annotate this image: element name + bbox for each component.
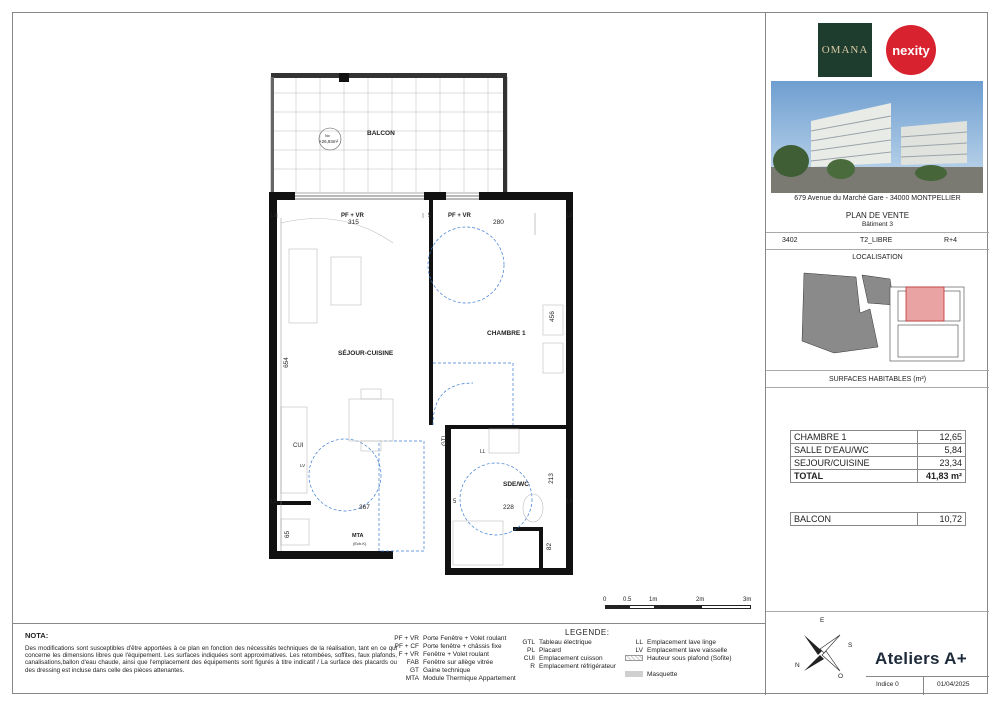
- legend-item: [513, 647, 616, 655]
- legend-key: GTL: [522, 639, 535, 646]
- label-cui: CUI: [293, 443, 304, 449]
- balcon-value: 10,72: [918, 513, 966, 526]
- legend-item: [391, 659, 516, 667]
- legend-value: Porte Fenêtre + Volet roulant: [423, 635, 507, 642]
- legend-item: [391, 675, 516, 683]
- surface-name: SALLE D'EAU/WC: [791, 444, 918, 457]
- address: 679 Avenue du Marché Gare - 34000 MONTPELLIER: [794, 195, 961, 202]
- dim-18-a: 18: [270, 213, 277, 219]
- legend-item: [625, 647, 732, 655]
- walls: [269, 192, 573, 575]
- bottom-divider: [13, 623, 766, 624]
- divider: [766, 387, 989, 388]
- sofite-swatch: [625, 655, 643, 661]
- dim-65: 65: [284, 530, 292, 539]
- building-render-image: [771, 81, 983, 193]
- legend-value: Tableau électrique: [539, 639, 592, 646]
- balcon-label: BALCON: [791, 513, 918, 526]
- legend-value: Placard: [539, 647, 562, 654]
- legend-value: Emplacement réfrigérateur: [539, 663, 616, 670]
- legend-value: Masquette: [647, 671, 678, 678]
- divider: [766, 611, 989, 612]
- dim-18-d: 18: [566, 499, 573, 505]
- legend-key: GT: [409, 667, 419, 674]
- compass-n: N: [795, 662, 800, 669]
- balcon-area: +26,93m²: [319, 139, 339, 144]
- legend-key: CUI: [523, 655, 535, 662]
- legend-key: LL: [635, 639, 643, 646]
- lot-type: T2_LIBRE: [860, 237, 893, 244]
- total-value: 41,83 m²: [918, 470, 966, 483]
- legend-item: [391, 651, 516, 659]
- surfaces-table: [790, 430, 966, 483]
- surface-name: SEJOUR/CUISINE: [791, 457, 918, 470]
- balcon-level: Nv: [325, 133, 330, 138]
- legend-item: [391, 643, 516, 651]
- dim-654: 654: [282, 357, 290, 368]
- legend-item: [625, 639, 732, 647]
- legend-col-3: [625, 639, 732, 679]
- surface-value: 12,65: [918, 431, 966, 444]
- legend-col-1: [391, 635, 516, 683]
- table-row: [791, 444, 966, 457]
- dim-5-a: 5: [428, 213, 432, 219]
- dim-5-b: 5: [453, 499, 457, 505]
- ateliers-logo: Ateliers A+: [875, 649, 967, 668]
- legend-item: [513, 639, 616, 647]
- scale-tick-2m: 2m: [696, 597, 705, 603]
- room-label-sejour: SÉJOUR-CUISINE: [338, 350, 394, 357]
- legend-item: [625, 655, 732, 663]
- dim-18-c: 18: [270, 499, 277, 505]
- label-gtl: GTL: [441, 434, 448, 446]
- label-ll: LL: [480, 449, 486, 455]
- legend-value: Porte fenêtre + châssis fixe: [423, 643, 502, 650]
- opening-pfvr-2: PF + VR: [448, 213, 471, 219]
- dim-367: 367: [359, 504, 370, 511]
- legend-key: PL: [527, 647, 535, 654]
- legend-key: FAB: [406, 659, 419, 666]
- table-row: [791, 457, 966, 470]
- legend-key: PF + VR: [394, 635, 419, 642]
- label-mta-sub: (Ech.K): [353, 541, 367, 546]
- dim-18-b: 18: [566, 213, 573, 219]
- surface-value: 5,84: [918, 444, 966, 457]
- scale-tick-1m: 1m: [649, 597, 658, 603]
- plan-sheet: [12, 12, 988, 694]
- footer-line: [866, 676, 989, 677]
- dim-213: 213: [547, 473, 555, 484]
- nexity-logo: nexity: [886, 25, 936, 75]
- plan-title: PLAN DE VENTE: [845, 211, 910, 220]
- legend-key: MTA: [405, 675, 419, 682]
- table-row: [791, 431, 966, 444]
- surface-value: 23,34: [918, 457, 966, 470]
- floor-plan-drawing: [13, 13, 765, 623]
- localisation-label: LOCALISATION: [852, 254, 903, 261]
- title-block: [766, 13, 989, 695]
- legend-value: Emplacement lave vaisselle: [647, 647, 728, 654]
- nota-text: Des modifications sont susceptibles d'être apportées à ce plan en fonction des nécessités techniques de la réalisation, tant en ce qui concerne les dimensions libres que l'équipement. Les surfaces indiquées sont approximatives. Les retombées, soffites, faux plafonds, canalisations,ballon d'eau chaude, ainsi que l'emplacement des équipements sont figurés à titre indicatif / La surface des placards ou des dressing est incluse dans celle des pièces attenantes.: [25, 645, 397, 674]
- legend-key: R: [530, 663, 535, 670]
- scale-tick-0: 0: [603, 597, 607, 603]
- footer-index: Indice 0: [876, 681, 899, 688]
- legend-value: Hauteur sous plafond (Sofite): [647, 655, 732, 662]
- surface-name: CHAMBRE 1: [791, 431, 918, 444]
- legend-item: [513, 663, 616, 671]
- omana-logo: OMANA: [818, 23, 872, 77]
- scale-tick-3m: 3m: [743, 597, 752, 603]
- localisation-map: [798, 269, 968, 365]
- legend-value: Module Thermique Appartement: [423, 675, 516, 682]
- legend-item: [625, 671, 732, 679]
- lot-number: 3402: [782, 237, 798, 244]
- dim-456: 456: [548, 311, 556, 322]
- dim-82: 82: [546, 542, 554, 551]
- nota-title: NOTA:: [25, 631, 49, 640]
- room-label-balcon: BALCON: [367, 130, 395, 137]
- legend-col-2: [513, 639, 616, 671]
- dim-280: 280: [493, 219, 504, 226]
- table-row: [791, 513, 966, 526]
- footer-divider: [923, 677, 924, 695]
- table-row-total: [791, 470, 966, 483]
- dim-315: 315: [348, 219, 359, 226]
- legend-value: Fenêtre + Volet roulant: [423, 651, 489, 658]
- dim-228: 228: [503, 504, 514, 511]
- legend-item: [513, 655, 616, 663]
- floor-plan-area: [13, 13, 765, 623]
- room-label-chambre: CHAMBRE 1: [487, 330, 526, 337]
- legend-item: [391, 635, 516, 643]
- divider: [766, 232, 989, 233]
- compass-e: E: [820, 617, 825, 624]
- legend-value: Gaine technique: [423, 667, 471, 674]
- legend-title: LEGENDE:: [565, 628, 610, 637]
- compass-o: O: [838, 673, 844, 680]
- furniture: [281, 219, 563, 566]
- opening-pfvr-1: PF + VR: [341, 213, 364, 219]
- footer-date: 01/04/2025: [937, 681, 970, 688]
- label-mta: MTA: [352, 533, 364, 539]
- compass-icon: [796, 627, 848, 679]
- masquette-swatch: [625, 671, 643, 677]
- divider: [766, 249, 989, 250]
- legend-key: F + VR: [398, 651, 419, 658]
- scale-bar: [605, 605, 751, 609]
- legend-value: Emplacement lave linge: [647, 639, 717, 646]
- legend-value: Fenêtre sur allège vitrée: [423, 659, 494, 666]
- divider: [766, 370, 989, 371]
- room-label-sde: SDE/WC: [503, 481, 529, 488]
- legend-key: PF + CF: [394, 643, 419, 650]
- accessibility-circles: [309, 227, 532, 551]
- lot-level: R+4: [944, 237, 958, 244]
- label-lv: LV: [300, 463, 306, 468]
- total-label: TOTAL: [791, 470, 918, 483]
- balcon-table: [790, 512, 966, 526]
- legend-value: Emplacement cuisson: [539, 655, 603, 662]
- compass-s: S: [848, 642, 853, 649]
- legend-item: [391, 667, 516, 675]
- surfaces-title: SURFACES HABITABLES (m²): [828, 376, 927, 383]
- building-label: Bâtiment 3: [861, 221, 894, 228]
- legend-key: LV: [635, 647, 643, 654]
- scale-tick-05: 0.5: [623, 597, 632, 603]
